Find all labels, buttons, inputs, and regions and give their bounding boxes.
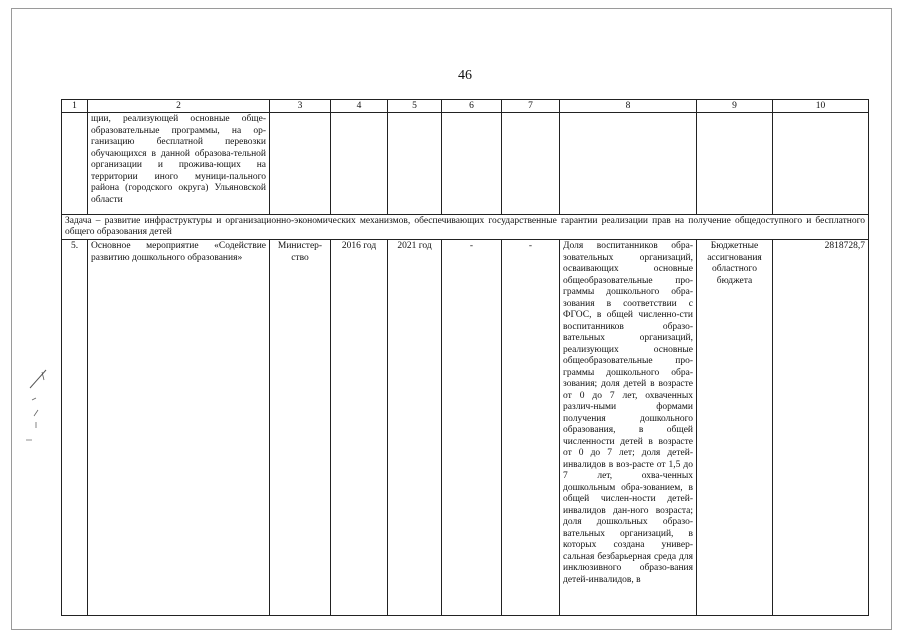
- executor: Министер-ство: [270, 240, 331, 616]
- table-row: [62, 113, 869, 215]
- column-header: 5: [388, 100, 442, 113]
- column-header: 8: [560, 100, 697, 113]
- funding-amount: 2818728,7: [773, 240, 869, 616]
- continued-measure-text: щии, реализующей основные обще-образовательные программы, на ор-ганизацию бесплатной перевозки обучающихся в данной образова-тельной организации и прожива-ющих на территории иного муници-пального района (городского округа) Ульяновской области: [88, 113, 270, 215]
- task-text: Задача – развитие инфраструктуры и организационно-экономических механизмов, обеспечивающих государственные гарантии реализации прав на получение общедоступного и бесплатного общего образования детей: [62, 215, 869, 240]
- target-indicators: Доля воспитанников обра-зовательных организаций, осваивающих основные общеобразовательные про-граммы дошкольного обра-зования в соответствии с ФГОС, в общей численно-сти воспитанников образо-вательных организаций, реализующих основные общеобразовательные про-граммы дошкольного обра-зования; доля детей в возрасте от 0 до 7 лет, охваченных различ-ными формами получения дошкольного образования, в общей численности детей в возрасте от 0 до 7 лет; доля детей-инвалидов в воз-расте от 1,5 до 7 лет, охва-ченных дошкольным обра-зованием, в общей числен-ности детей-инвалидов дан-ного возраста; доля дошкольных образо-вательных организаций, в которых создана универ-сальная безбарьерная среда для инклюзивного образо-вания детей-инвалидов, в: [560, 240, 697, 616]
- page-number: 46: [458, 68, 472, 83]
- task-row: [62, 215, 869, 240]
- column-6-value: -: [442, 240, 502, 616]
- row-number: 5.: [62, 240, 88, 616]
- column-header: 9: [697, 100, 773, 113]
- measures-table: [61, 99, 869, 616]
- table-row: [62, 240, 869, 616]
- column-7-value: -: [502, 240, 560, 616]
- funding-source: Бюджетные ассигнования областного бюджета: [697, 240, 773, 616]
- table-header-row: [62, 100, 869, 113]
- end-year: 2021 год: [388, 240, 442, 616]
- margin-pencil-marks: [24, 358, 54, 448]
- column-header: 10: [773, 100, 869, 113]
- column-header: 3: [270, 100, 331, 113]
- column-header: 7: [502, 100, 560, 113]
- column-header: 2: [88, 100, 270, 113]
- column-header: 6: [442, 100, 502, 113]
- column-header: 4: [331, 100, 388, 113]
- start-year: 2016 год: [331, 240, 388, 616]
- column-header: 1: [62, 100, 88, 113]
- measure-name: Основное мероприятие «Содействие развитию дошкольного образования»: [88, 240, 270, 616]
